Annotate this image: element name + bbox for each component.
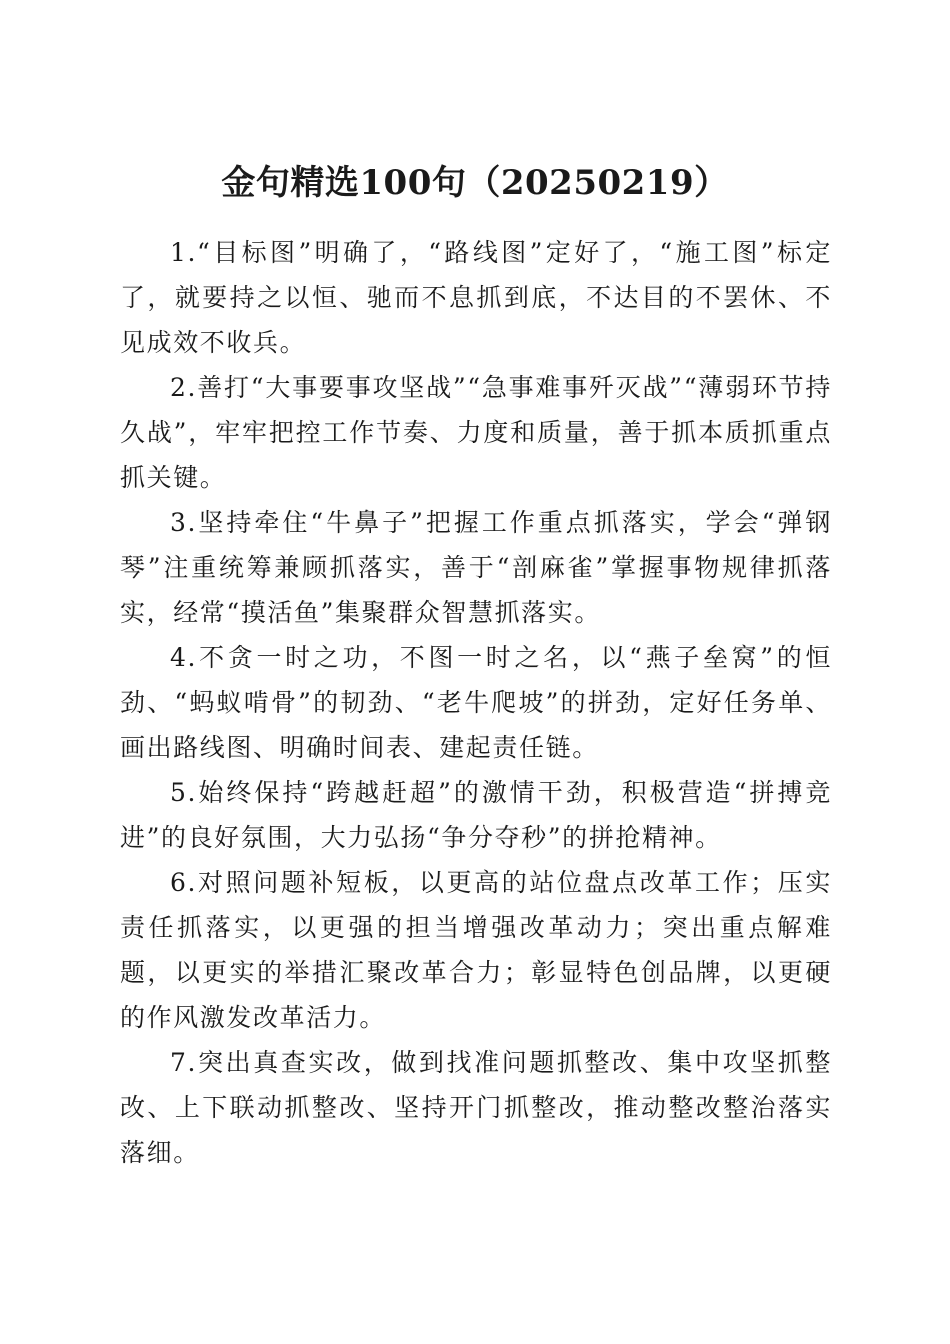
document-title: 金句精选100句（20250219） [221, 162, 729, 203]
paragraph-1: 1.“目标图”明确了，“路线图”定好了，“施工图”标定了，就要持之以恒、驰而不息抓到底，不达目的不罢休、不见成效不收兵。 [120, 238, 832, 357]
document-body [120, 230, 832, 1175]
paragraph-5: 5.始终保持“跨越赶超”的激情干劲，积极营造“拼搏竞进”的良好氛围，大力弘扬“争分夺秒”的拼抢精神。 [120, 778, 832, 852]
paragraph-4: 4.不贪一时之功，不图一时之名，以“燕子垒窝”的恒劲、“蚂蚁啃骨”的韧劲、“老牛爬坡”的拼劲，定好任务单、画出路线图、明确时间表、建起责任链。 [120, 643, 832, 762]
paragraph-3: 3.坚持牵住“牛鼻子”把握工作重点抓落实，学会“弹钢琴”注重统筹兼顾抓落实，善于“剖麻雀”掌握事物规律抓落实，经常“摸活鱼”集聚群众智慧抓落实。 [120, 508, 832, 627]
paragraph-7: 7.突出真查实改，做到找准问题抓整改、集中攻坚抓整改、上下联动抓整改、坚持开门抓整改，推动整改整治落实落细。 [120, 1048, 832, 1167]
paragraph-6: 6.对照问题补短板，以更高的站位盘点改革工作；压实责任抓落实，以更强的担当增强改革动力；突出重点解难题，以更实的举措汇聚改革合力；彰显特色创品牌，以更硬的作风激发改革活力。 [120, 868, 832, 1032]
paragraph-2: 2.善打“大事要事攻坚战”“急事难事歼灭战”“薄弱环节持久战”，牢牢把控工作节奏、力度和质量，善于抓本质抓重点抓关键。 [120, 373, 832, 492]
